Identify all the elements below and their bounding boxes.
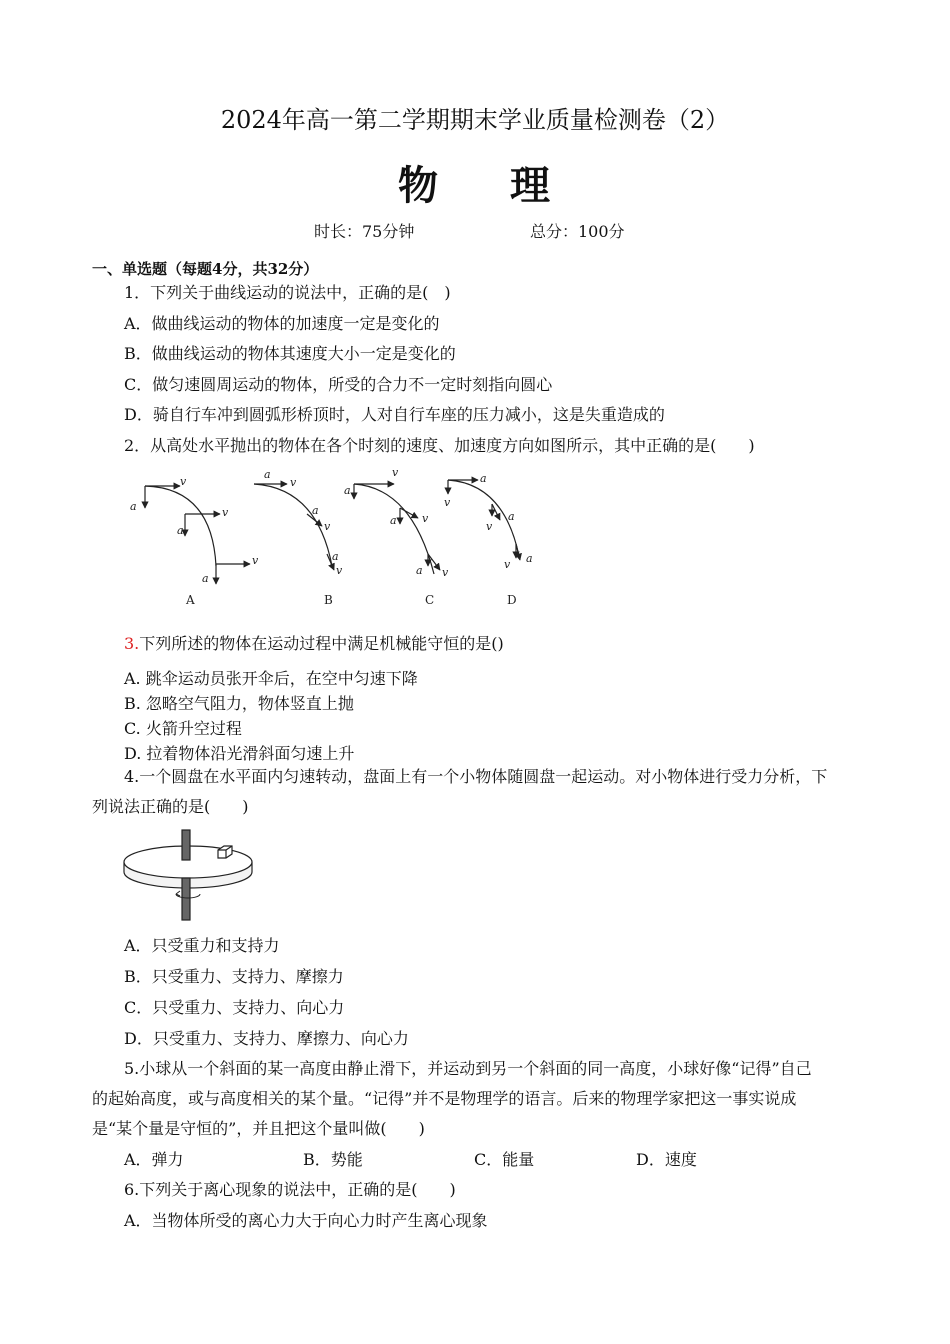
exam-total-score: 总分：100分	[530, 222, 625, 241]
q2-stem: 2．从高处水平抛出的物体在各个时刻的速度、加速度方向如图所示，其中正确的是( )	[124, 436, 755, 455]
fig-label-b: B	[324, 593, 333, 607]
fig-a-v2: v	[222, 506, 229, 519]
q5-option-d: D．速度	[636, 1150, 697, 1169]
q3-option-d: D. 拉着物体沿光滑斜面匀速上升	[124, 744, 355, 763]
q1-option-a: A．做曲线运动的物体的加速度一定是变化的	[124, 314, 440, 333]
section-heading: 一、单选题（每题4分，共32分）	[92, 260, 319, 278]
q5-line3: 是“某个量是守恒的”，并且把这个量叫做( )	[92, 1119, 425, 1138]
fig-a-a1: a	[130, 500, 137, 513]
q3-stem	[124, 631, 504, 654]
q5-line1: 5.小球从一个斜面的某一高度由静止滑下，并运动到另一个斜面的同一高度，小球好像“记得”自己	[124, 1059, 812, 1078]
q1-option-d: D．骑自行车冲到圆弧形桥顶时，人对自行车座的压力减小，这是失重造成的	[124, 405, 665, 424]
q3-stem-text: 下列所述的物体在运动过程中满足机械能守恒的是()	[139, 634, 504, 653]
fig-c-v2: v	[422, 512, 429, 525]
exam-title: 2024年高一第二学期期末学业质量检测卷（2）	[220, 106, 730, 134]
q4-option-b: B．只受重力、支持力、摩擦力	[124, 967, 344, 986]
fig-b-v3: v	[336, 564, 343, 577]
q4-figure	[120, 816, 260, 926]
q6-option-a: A．当物体所受的离心力大于向心力时产生离心现象	[124, 1211, 488, 1230]
fig-a-v1: v	[180, 475, 187, 488]
subject-char-2: 理	[510, 162, 552, 209]
q5-option-c: C．能量	[474, 1150, 535, 1169]
fig-c-v3: v	[442, 566, 449, 579]
q1-option-b: B．做曲线运动的物体其速度大小一定是变化的	[124, 344, 456, 363]
subject-title	[0, 154, 950, 211]
fig-c-a1: a	[344, 484, 351, 497]
fig-label-d: D	[507, 593, 517, 607]
q6-stem: 6.下列关于离心现象的说法中，正确的是( )	[124, 1180, 456, 1199]
q1-option-c: C．做匀速圆周运动的物体，所受的合力不一定时刻指向圆心	[124, 375, 553, 394]
q3-number: 3.	[124, 634, 140, 653]
q2-figure	[122, 466, 542, 612]
fig-c-v1: v	[392, 466, 399, 479]
fig-a-a2: a	[177, 524, 184, 537]
q3-option-a: A. 跳伞运动员张开伞后，在空中匀速下降	[124, 669, 418, 688]
q5-option-a: A．弹力	[124, 1150, 184, 1169]
fig-a-a3: a	[202, 572, 209, 585]
fig-label-c: C	[425, 593, 435, 607]
q4-stem-line1: 4.一个圆盘在水平面内匀速转动，盘面上有一个小物体随圆盘一起运动。对小物体进行受力分析，下	[124, 767, 828, 786]
fig-a-v3: v	[252, 554, 259, 567]
fig-label-a: A	[186, 593, 195, 607]
fig-b-v1: v	[290, 476, 297, 489]
q4-option-d: D．只受重力、支持力、摩擦力、向心力	[124, 1029, 409, 1048]
fig-b-a3: a	[332, 550, 339, 563]
q4-stem-line2: 列说法正确的是( )	[92, 797, 249, 816]
figure-c	[354, 484, 440, 574]
fig-d-v1: v	[444, 496, 451, 509]
q5-line2: 的起始高度，或与高度相关的某个量。“记得”并不是物理学的语言。后来的物理学家把这一事实说成	[92, 1089, 797, 1108]
figure-b	[254, 484, 334, 570]
q3-option-c: C. 火箭升空过程	[124, 719, 242, 738]
figure-a	[145, 486, 250, 584]
q3-option-b: B. 忽略空气阻力，物体竖直上抛	[124, 694, 354, 713]
fig-d-a2: a	[508, 510, 515, 523]
fig-b-a1: a	[264, 468, 271, 481]
exam-duration: 时长：75分钟	[314, 222, 415, 241]
fig-d-a3: a	[526, 552, 533, 565]
fig-c-a3: a	[416, 564, 423, 577]
q5-option-b: B．势能	[303, 1150, 363, 1169]
q4-option-c: C．只受重力、支持力、向心力	[124, 998, 345, 1017]
fig-d-v3: v	[504, 558, 511, 571]
q4-option-a: A．只受重力和支持力	[124, 936, 280, 955]
fig-c-a2: a	[390, 514, 397, 527]
subject-char-1: 物	[398, 162, 440, 209]
q1-stem: 1．下列关于曲线运动的说法中，正确的是( )	[124, 283, 451, 302]
fig-d-v2: v	[486, 520, 493, 533]
fig-b-a2: a	[312, 504, 319, 517]
fig-b-v2: v	[324, 520, 331, 533]
fig-d-a1: a	[480, 472, 487, 485]
